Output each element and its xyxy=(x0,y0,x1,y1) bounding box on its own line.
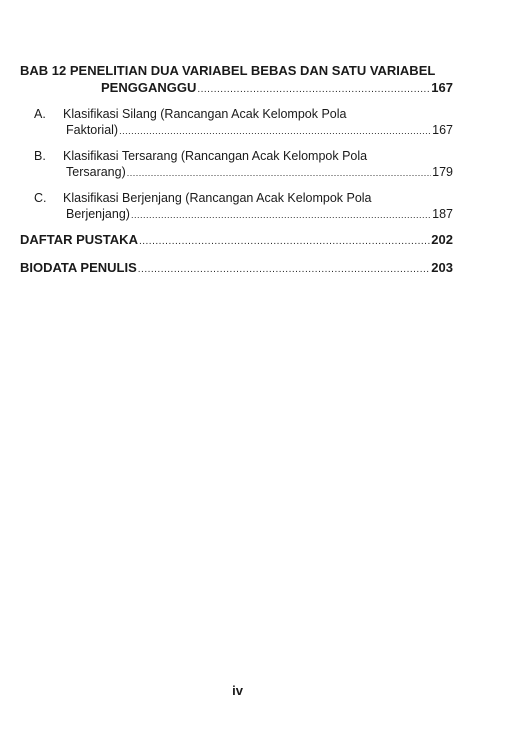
table-of-contents xyxy=(20,62,453,278)
subsection-letter: C. xyxy=(34,191,47,205)
dot-leader xyxy=(127,166,431,180)
dot-leader xyxy=(197,81,430,98)
dot-leader xyxy=(138,261,431,278)
dot-leader xyxy=(131,208,431,222)
entry-page-number: 203 xyxy=(431,260,453,275)
toc-entry-subsection-a[interactable] xyxy=(34,106,453,138)
subsection-letter: A. xyxy=(34,107,46,121)
subsection-title-line1: Klasifikasi Tersarang (Rancangan Acak Kelompok Pola xyxy=(63,149,368,163)
toc-entry-subsection-c[interactable] xyxy=(34,190,453,222)
toc-entry-daftar-pustaka[interactable] xyxy=(20,231,453,250)
toc-entry-subsection-b[interactable] xyxy=(34,148,453,180)
subsection-title-line2: Faktorial) xyxy=(66,123,119,137)
dot-leader xyxy=(139,233,430,250)
subsection-title-line2: Berjenjang) xyxy=(66,207,130,221)
chapter-title-line2: PENGGANGGU xyxy=(101,80,197,95)
subsection-title-line1: Klasifikasi Berjenjang (Rancangan Acak Kelompok Pola xyxy=(63,191,372,205)
toc-entry-biodata-penulis[interactable] xyxy=(20,259,453,278)
subsection-page-number: 167 xyxy=(432,123,453,137)
subsection-page-number: 187 xyxy=(432,207,453,221)
entry-title: DAFTAR PUSTAKA xyxy=(20,232,138,247)
dot-leader xyxy=(119,124,431,138)
entry-page-number: 202 xyxy=(431,232,453,247)
subsection-page-number: 179 xyxy=(432,165,453,179)
entry-title: BIODATA PENULIS xyxy=(20,260,137,275)
page-footer-number: iv xyxy=(232,683,243,698)
subsection-title-line1: Klasifikasi Silang (Rancangan Acak Kelompok Pola xyxy=(63,107,347,121)
toc-entry-chapter-12[interactable] xyxy=(20,62,453,98)
subsection-letter: B. xyxy=(34,149,46,163)
chapter-title-line1: BAB 12 PENELITIAN DUA VARIABEL BEBAS DAN SATU VARIABEL xyxy=(20,63,436,78)
subsection-title-line2: Tersarang) xyxy=(66,165,126,179)
chapter-page-number: 167 xyxy=(431,80,453,95)
